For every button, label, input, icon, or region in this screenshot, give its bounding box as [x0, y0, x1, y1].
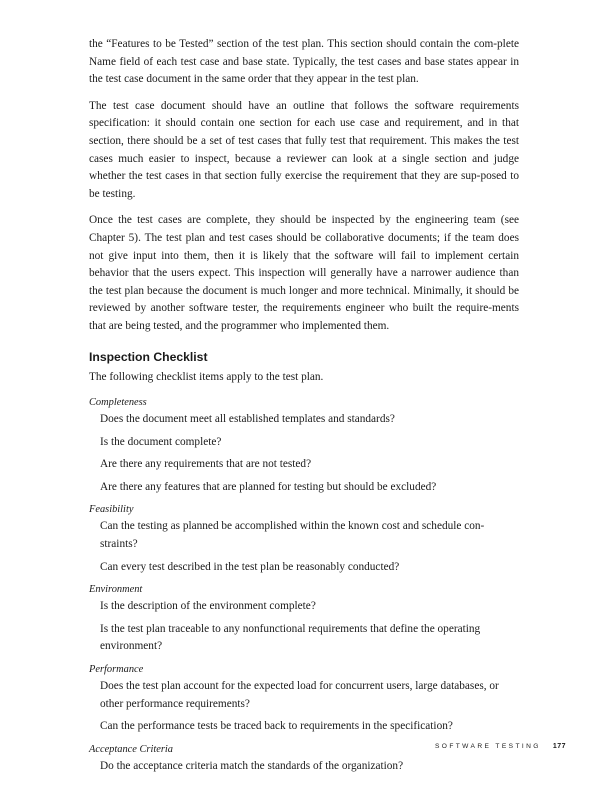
checklist-item: Are there any requirements that are not tested? — [100, 458, 312, 471]
checklist-group-environment — [89, 582, 519, 656]
checklist-group-completeness — [89, 395, 519, 496]
checklist-item: Can every test described in the test plan be reasonably conducted? — [100, 560, 400, 573]
checklist — [89, 395, 519, 775]
checklist-item: Does the document meet all established templates and standards? — [100, 413, 395, 426]
checklist-item: Can the performance tests be traced back to requirements in the specification? — [100, 720, 453, 733]
paragraph: The test case document should have an outline that follows the software requirements specification: it should contain one section for each use case and requirement, and in that section, there should be a set of test cases that fully test that requirement. This makes the test cases much easier to inspect, because a reviewer can look at a single section and judge whether the test cases in that section fully exercise the requirement that they are sup-posed to be testing. — [89, 99, 519, 200]
running-head: SOFTWARE TESTING — [435, 743, 541, 750]
checklist-item: Is the document complete? — [100, 435, 222, 448]
checklist-category: Performance — [89, 664, 144, 676]
checklist-category: Environment — [89, 584, 143, 596]
section-intro: The following checklist items apply to the test plan. — [89, 370, 324, 383]
checklist-item: Are there any features that are planned for testing but should be excluded? — [100, 480, 437, 493]
checklist-category: Completeness — [89, 397, 147, 409]
checklist-group-performance — [89, 662, 519, 736]
checklist-item: Can the testing as planned be accomplished within the known cost and schedule con-straints? — [100, 520, 485, 551]
checklist-group-feasibility — [89, 502, 519, 576]
checklist-item: Is the test plan traceable to any nonfunctional requirements that define the operating environment? — [100, 622, 481, 653]
paragraph: Once the test cases are complete, they should be inspected by the engineering team (see Chapter 5). The test plan and test cases should be collaborative documents; if the team does not give input into them, then it is likely that the software will fail to implement certain behavior that the users expect. This inspection will generally have a narrower audience than the test plan because the document is much longer and more technical. Minimally, it should be reviewed by another software tester, the requirements engineer who built the require-ments that are being tested, and the programmer who implemented them. — [89, 214, 519, 332]
page-number: 177 — [552, 743, 566, 750]
paragraph: the “Features to be Tested” section of the test plan. This section should contain the com-plete Name field of each test case and base state. Typically, the test cases and base states appear in the test case document in the same order that they appear in the test plan. — [89, 38, 519, 86]
checklist-item: Do the acceptance criteria match the standards of the organization? — [100, 759, 404, 772]
checklist-category: Feasibility — [89, 504, 134, 516]
section-heading: Inspection Checklist — [89, 349, 208, 364]
checklist-item: Does the test plan account for the expected load for concurrent users, large databases, or other performance requirements? — [100, 680, 499, 710]
checklist-category: Acceptance Criteria — [89, 743, 173, 755]
page-footer — [0, 743, 566, 750]
checklist-item: Is the description of the environment complete? — [100, 600, 316, 613]
page-body — [89, 36, 519, 780]
